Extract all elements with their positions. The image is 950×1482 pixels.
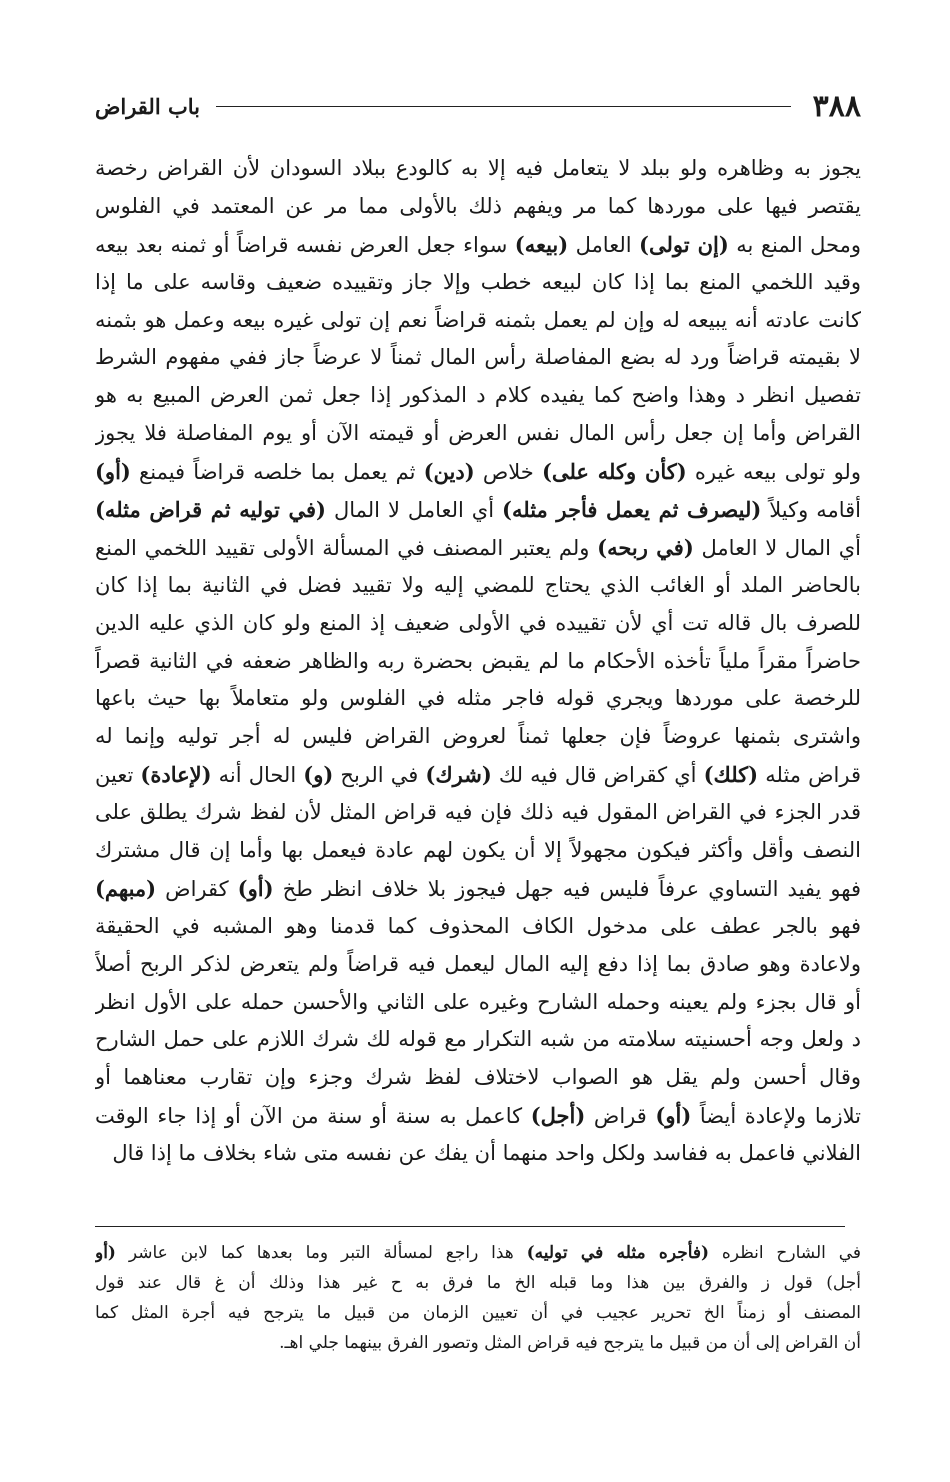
- footnote-line: أن القراض إلى أن من قبيل ما يترجح فيه قراض المثل وتصور الفرق بينهما جلي اهـ.: [279, 1333, 861, 1353]
- body-line: د ولعل وجه أحسنيته سلامته من شبه التكرار مع قوله لك شرك اللازم على حمل الشارح: [95, 1027, 861, 1052]
- body-line: واشترى بثمنها عروضاً فإن جعلها ثمناً لعروض القراض فليس له أجر توليه وإنما له: [95, 724, 861, 749]
- main-text: [95, 150, 861, 1173]
- body-line: فهو بالجر عطف على مدخول الكاف المحذوف كما قدمنا وهو المشبه في الحقيقة: [95, 913, 861, 938]
- body-line: للصرف بال قاله تت أي لأن تقييده في الأولى ضعيف إذ المنع ولو كان الذي عليه الدين: [95, 610, 861, 635]
- footnote-line: في الشارح انظره (فأجره مثله في توليه) هذا راجع لمسألة التبر وما بعدها كما لابن عاشر (أو: [95, 1243, 861, 1263]
- body-line: قدر الجزء في القراض المقول فيه ذلك فإن فيه قراض المثل لأن لفظ شرك يطلق على: [95, 800, 861, 825]
- footnote-line: أجل) قول ز والفرق بين هذا وما قبله الخ ما فرق به ح غير هذا وذلك أن غ قال عند قول: [95, 1273, 861, 1293]
- body-line: تفصيل انظر د وهذا واضح كما يفيده كلام د المذكور إذا جعل ثمن العرض المبيع به هو: [95, 383, 861, 408]
- body-line: تلازما ولإعادة أيضاً (أو) قراض (أجل) كاعمل به سنة أو سنة من الآن أو إذا جاء الوقت: [95, 1103, 861, 1129]
- body-line: قراض مثله (كلك) أي كقراض قال فيه لك (شرك) في الربح (و) الحال أنه (لإعادة) تعين: [95, 762, 861, 788]
- page-header: [95, 86, 861, 126]
- footnote-separator: [95, 1226, 845, 1227]
- body-line: يجوز به وظاهره ولو ببلد لا يتعامل فيه إلا به كالودع ببلاد السودان لأن القراض رخصة: [95, 156, 861, 180]
- body-line: حاضراً مقراً ملياً تأخذه الأحكام ما لم يقبض بحضرة ربه والظاهر ضعفه في الثانية قصراً: [95, 648, 861, 673]
- body-line: ومحل المنع به (إن تولى) العامل (بيعه) سواء جعل العرض نفسه قراضاً أو ثمنه بعد بيعه: [95, 231, 861, 257]
- body-line: بالحاضر الملد أو الغائب الذي يحتاج للمضي إليه ولا تقييد فضل في الثانية بما إذا كان: [95, 572, 861, 597]
- body-line: لا بقيمته قراضاً ورد له بضع المفاصلة رأس المال ثمناً لا عرضاً جاز ففي مفهوم الشرط: [95, 345, 861, 370]
- page-number: ٣٨٨: [812, 88, 861, 124]
- footnotes: [95, 1238, 861, 1358]
- body-line: فهو يفيد التساوي عرفاً فليس فيه جهل فيجوز بلا خلاف انظر طخ (أو) كقراض (مبهم): [95, 875, 861, 901]
- body-line: وقيد اللخمي المنع بما إذا كان لبيعه خطب وإلا جاز وتقييده ضعيف وقاسه على ما إذا: [95, 269, 861, 294]
- body-line: كانت عادته أنه يبيعه له وإن لم يعمل بثمنه قراضاً نعم إن تولى غيره بيعه وعمل هو بثمنه: [95, 307, 861, 332]
- body-line: أقامه وكيلاً (ليصرف ثم يعمل فأجر مثله) أي العامل لا المال (في توليه ثم قراض مثله): [95, 497, 861, 523]
- body-line: للرخصة على موردها ويجري قوله فاجر مثله في الفلوس ولو متعاملاً بها حيث باعها: [95, 686, 861, 711]
- footnote-line: المصنف أو زمناً الخ تحرير عجيب في أن تعيين الزمان من قبيل ما يترجح فيه أجرة المثل كما: [95, 1303, 861, 1323]
- body-line: النصف وأقل وأكثر فيكون مجهولاً إلا أن يكون لهم عادة فيعمل بها وأما إن قال مشترك: [95, 838, 861, 863]
- body-line: الفلاني فاعمل به ففاسد ولكل واحد منهما أن يفك عن نفسه متى شاء بخلاف ما إذا قال: [112, 1141, 861, 1166]
- body-line: أو قال بجزء ولم يعينه وحمله الشارح وغيره على الثاني والأحسن حمله على الأول انظر: [95, 989, 861, 1014]
- body-line: وقال أحسن ولم يقل هو الصواب لاختلاف لفظ شرك وجزء وإن تقارب معناهما أو: [95, 1065, 861, 1090]
- body-line: ولاعادة وهو صادق بما إذا دفع إليه المال ليعمل فيه قراضاً ولم يتعرض لذكر الربح أصلاً: [95, 951, 861, 976]
- chapter-title: باب القراض: [95, 93, 200, 119]
- body-line: القراض وأما إن جعل رأس المال نفس العرض أو قيمته الآن أو يوم المفاصلة فلا يجوز: [95, 421, 861, 446]
- header-rule: [216, 106, 791, 107]
- body-line: أي المال لا العامل (في ربحه) ولم يعتبر المصنف في المسألة الأولى تقييد اللخمي المنع: [95, 534, 861, 560]
- body-line: يقتصر فيها على موردها كما مر ويفهم ذلك بالأولى مما مر عن المعتمد في الفلوس: [95, 193, 861, 218]
- body-line: ولو تولى بيعه غيره (كأن وكله على) خلاص (دين) ثم يعمل بما خلصه قراضاً فيمنع (أو): [95, 459, 861, 485]
